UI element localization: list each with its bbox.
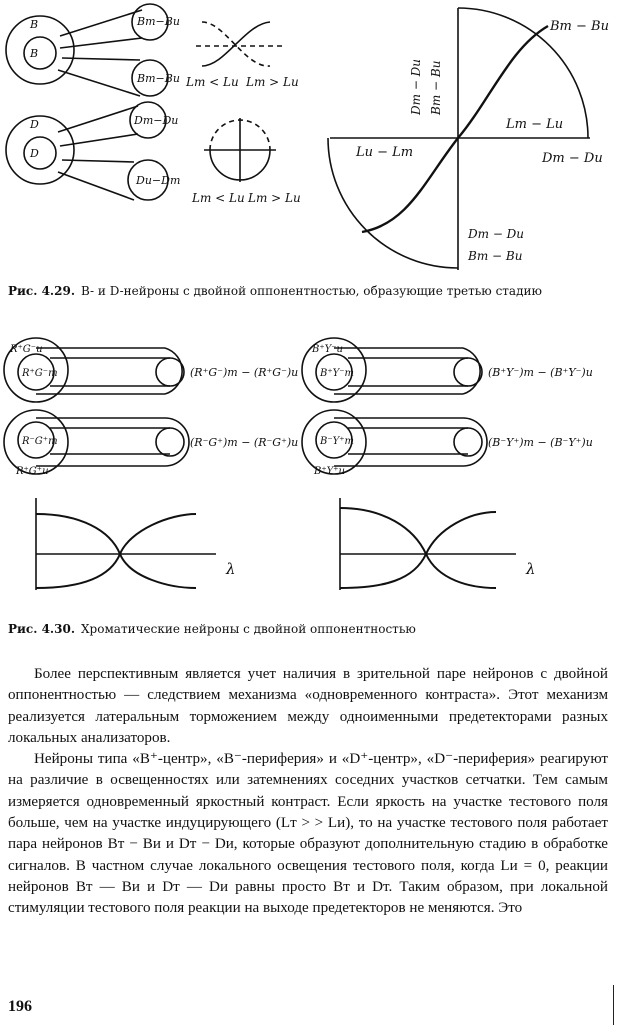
cond-left-top: Lт < Lи	[186, 75, 239, 89]
body-text	[8, 664, 608, 920]
n2-inner-label: R⁻G⁺т	[22, 436, 58, 447]
b-target-bottom-label: Bт−Bи	[137, 72, 180, 85]
n1-inner-label: R⁺G⁻т	[22, 368, 58, 379]
n3-outer-label: B⁺Y⁻и	[312, 344, 343, 355]
sigmoid-graph	[328, 8, 590, 270]
n2-outer-label: R⁺G⁺и	[16, 466, 49, 477]
n2-formula: (R⁻G⁺)т − (R⁻G⁺)и	[190, 436, 299, 449]
d-target-bottom-label: Dи−Dт	[136, 174, 181, 187]
cond-right-bottom: Lт > Lи	[248, 191, 301, 205]
bottom-label-2: Bт − Bи	[468, 249, 523, 263]
small-circle-diagram	[204, 118, 276, 182]
caption-number: Рис. 4.29.	[8, 284, 75, 298]
caption-text: B- и D-нейроны с двойной оппонентностью, образующие третью стадию	[81, 284, 542, 298]
figure-4-30	[0, 330, 620, 622]
lambda-left: λ	[226, 560, 236, 578]
n4-formula: (B⁻Y⁺)т − (B⁻Y⁺)и	[488, 436, 593, 449]
n3-formula: (B⁺Y⁻)т − (B⁺Y⁻)и	[488, 366, 593, 379]
y-axis-label-1: Dт − Dи	[409, 58, 423, 115]
margin-rule	[613, 985, 614, 1025]
n1-formula: (R⁺G⁻)т − (R⁺G⁻)и	[190, 366, 299, 379]
page-number: 196	[8, 998, 32, 1015]
bottom-label-1: Dт − Dи	[468, 227, 525, 241]
small-cross-diagram	[196, 22, 282, 66]
b-target-top-label: Bт−Bи	[137, 15, 180, 28]
curve-top-label: Bт − Bи	[550, 19, 609, 34]
figure-caption-4-29	[8, 283, 608, 299]
d-target-top-label: Dт−Dи	[134, 114, 179, 127]
b-outer-label: B	[30, 18, 39, 31]
n1-outer-label: R⁺G⁻и	[10, 344, 43, 355]
caption-number: Рис. 4.30.	[8, 622, 75, 636]
x-axis-right-label: Dт − Dи	[542, 151, 603, 166]
n4-inner-label: B⁻Y⁺т	[320, 436, 354, 447]
y-axis-label-2: Bт − Bи	[429, 60, 443, 115]
cond-right-top: Lт > Lи	[246, 75, 299, 89]
lambda-right: λ	[526, 560, 536, 578]
x-neg-label: Lи − Lт	[356, 145, 414, 160]
n4-outer-label: B⁺Y⁺и	[314, 466, 345, 477]
paragraph-1: Более перспективным является учет наличия в зрительной паре нейронов с двойной оппонентностью — следствием механизма «одновременного контраста». Этот механизм реализуется латеральным торможением между одноименными предетекторами разных локальных анализаторов.	[8, 666, 608, 746]
cond-left-bottom: Lт < Lи	[192, 191, 245, 205]
figure-4-29	[0, 0, 620, 280]
figure-caption-4-30	[8, 621, 608, 637]
n3-inner-label: B⁺Y⁻т	[320, 368, 354, 379]
d-inner-label: D	[30, 147, 39, 160]
b-inner-label: B	[30, 47, 39, 60]
d-outer-label: D	[30, 118, 39, 131]
caption-text: Хроматические нейроны с двойной оппонентностью	[81, 622, 416, 636]
x-pos-label: Lт − Lи	[506, 117, 564, 132]
spectral-graph-right	[340, 498, 516, 590]
spectral-graph-left	[36, 498, 216, 590]
paragraph-2: Нейроны типа «B⁺-центр», «B⁻-периферия» и «D⁺-центр», «D⁻-периферия» реагируют на различие в освещенностях или затемнениях соседних участков сетчатки. Тем самым измеряется одновременный яркостный контраст. Если яркость на участке тестового поля больше, чем на участке индуцирующего (Lт > > Lи), то на участке тестового поля работает пара нейронов Bт − Bи и Dт − Dи, которые образуют дополнительную стадию в обработке сигналов. В частном случае локального освещения тестового поля, когда Lи = 0, реакции нейронов Bт — Bи и Dт — Dи равны просто Bт и Dт. Таким образом, при локальной стимуляции тестового поля реакции на выходе предетекторов не меняются. Это	[8, 751, 608, 917]
